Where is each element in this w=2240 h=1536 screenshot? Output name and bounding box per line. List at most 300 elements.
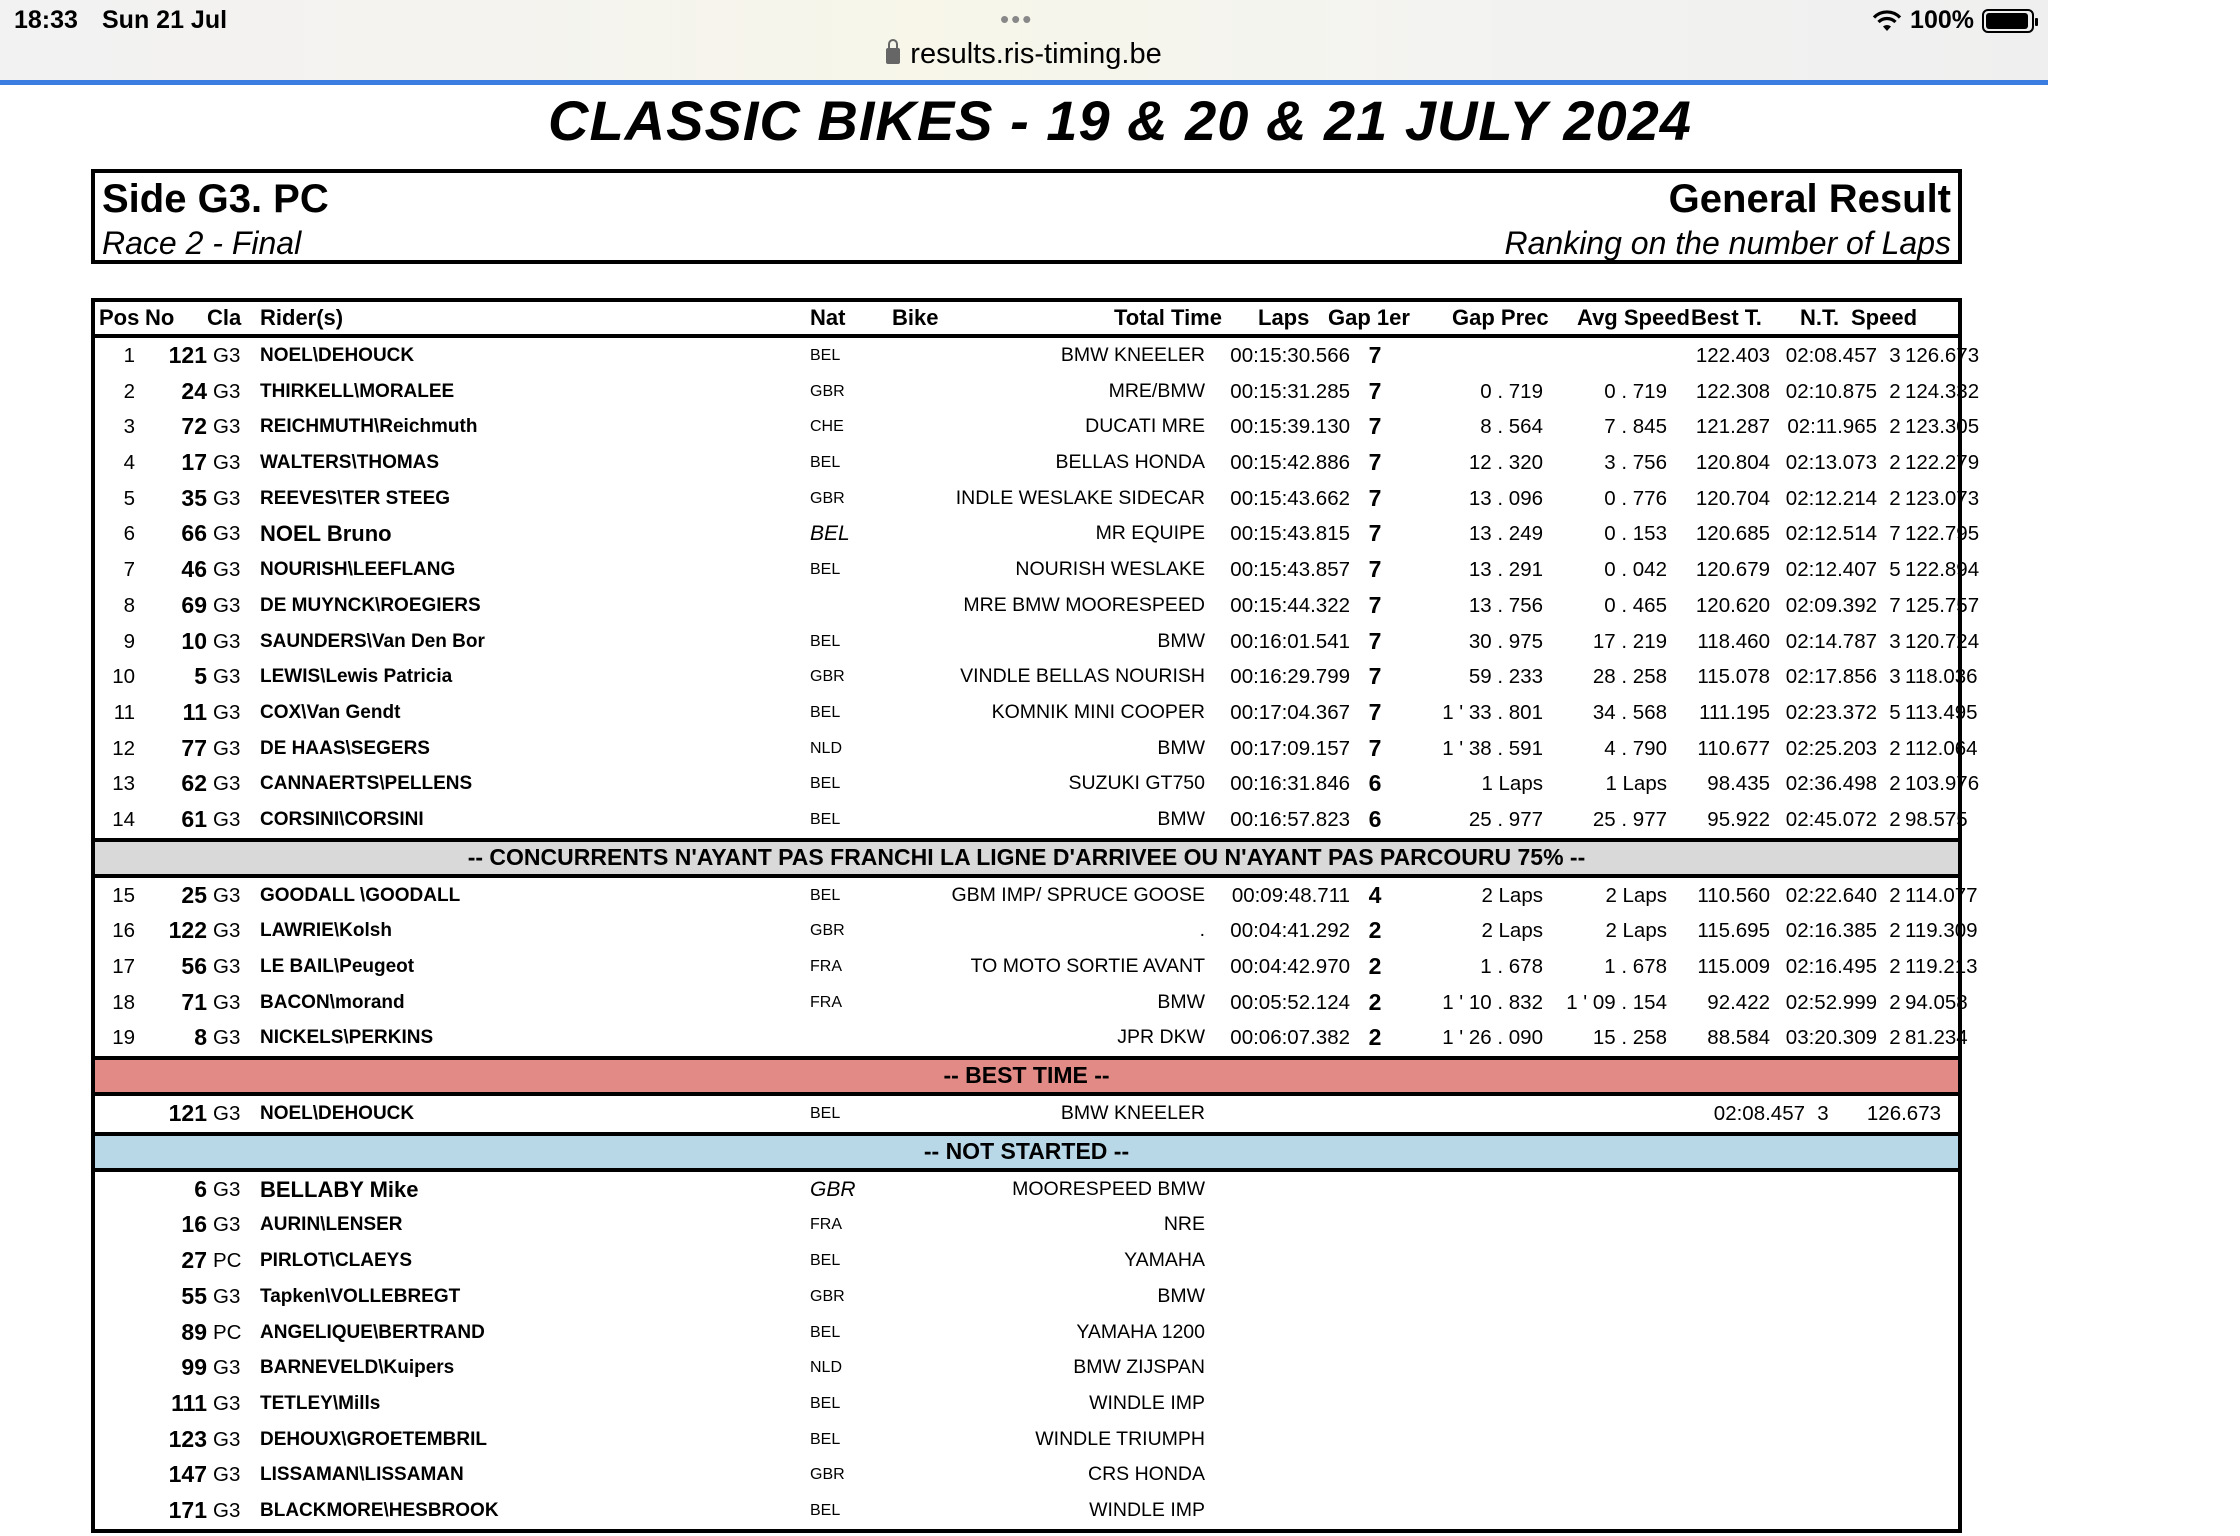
- table-row: [95, 1350, 1958, 1386]
- cell-nt: 3: [1889, 629, 1901, 653]
- cell-best: 02:13.073: [1785, 451, 1877, 475]
- cell-gap1: 1 ' 38 . 591: [1442, 736, 1543, 760]
- cell-gap1: 1 ' 33 . 801: [1442, 700, 1543, 724]
- table-row: [95, 338, 1980, 374]
- cell-best: 02:10.875: [1785, 379, 1877, 403]
- cell-no: 123: [168, 1425, 207, 1452]
- table-row: [95, 695, 1978, 731]
- cell-rider: LAWRIE\Kolsh: [260, 920, 392, 942]
- cell-gapp: 2 Laps: [1605, 919, 1667, 943]
- cell-no: 72: [181, 413, 207, 440]
- cell-pos: 3: [123, 415, 135, 439]
- cell-speed: 122.795: [1905, 522, 1980, 546]
- cell-nat: GBR: [810, 489, 845, 507]
- cell-speed: 123.305: [1905, 415, 1980, 439]
- cell-laps: 7: [1368, 698, 1382, 725]
- cell-bike: BMW KNEELER: [1060, 1102, 1205, 1125]
- cell-no: 25: [181, 881, 207, 908]
- cell-total: 00:15:44.322: [1230, 593, 1350, 617]
- cell-gapp: 0 . 042: [1604, 558, 1667, 582]
- cell-best: 02:45.072: [1785, 807, 1877, 831]
- cell-best: 02:23.372: [1785, 700, 1877, 724]
- cell-gapp: 7 . 845: [1604, 415, 1667, 439]
- cell-speed: 103.976: [1905, 772, 1980, 796]
- cell-laps: 4: [1368, 881, 1382, 908]
- category-title: Side G3. PC: [102, 177, 329, 221]
- dnf-band: -- CONCURRENTS N'AYANT PAS FRANCHI LA LIGNE D'ARRIVEE OU N'AYANT PAS PARCOURU 75% --: [91, 842, 1962, 878]
- cell-nt: 7: [1889, 593, 1901, 617]
- cell-rider: TETLEY\Mills: [260, 1392, 381, 1414]
- cell-cla: G3: [213, 883, 241, 907]
- col-nt: N.T.: [1800, 305, 1840, 330]
- col-bike: Bike: [892, 305, 939, 330]
- cell-total: 00:15:31.285: [1230, 379, 1350, 403]
- cell-avg: 92.422: [1707, 990, 1770, 1014]
- cell-total: 00:15:30.566: [1230, 344, 1350, 367]
- cell-no: 46: [181, 556, 207, 583]
- cell-bike: BMW: [1157, 736, 1205, 759]
- cell-avg: 110.560: [1697, 883, 1770, 907]
- cell-bike: MRE/BMW: [1108, 379, 1205, 402]
- cell-gap1: 0 . 719: [1480, 379, 1543, 403]
- col-no: No: [145, 305, 175, 330]
- cell-laps: 2: [1368, 1024, 1382, 1051]
- cell-total: 00:16:29.799: [1230, 665, 1350, 689]
- cell-no: 10: [181, 627, 207, 654]
- cell-avg: 115.078: [1697, 665, 1770, 689]
- cell-pos: 2: [123, 379, 135, 403]
- cell-best: 02:11.965: [1787, 415, 1877, 439]
- cell-gapp: 1 ' 09 . 154: [1566, 990, 1667, 1014]
- cell-no: 121: [168, 342, 207, 368]
- cell-avg: 88.584: [1707, 1026, 1770, 1050]
- cell-cla: G3: [213, 593, 241, 617]
- col-cla: Cla: [207, 305, 242, 330]
- cell-gapp: 15 . 258: [1592, 1026, 1667, 1050]
- cell-total: 00:05:52.124: [1230, 990, 1350, 1014]
- cell-bike: INDLE WESLAKE SIDECAR: [955, 486, 1205, 509]
- url-bar[interactable]: [0, 38, 2048, 71]
- cell-nat: BEL: [810, 703, 841, 721]
- cell-laps: 2: [1368, 953, 1382, 979]
- cell-cla: G3: [213, 344, 241, 367]
- cell-pos: 15: [112, 883, 135, 907]
- cell-no: 6: [194, 1175, 207, 1202]
- cell-nat: BEL: [810, 454, 841, 472]
- cell-nt: 2: [1889, 772, 1901, 796]
- cell-best: 02:08.457: [1785, 344, 1877, 367]
- cell-gap1: 13 . 756: [1468, 593, 1543, 617]
- cell-avg: 118.460: [1697, 629, 1770, 653]
- cell-no: 66: [181, 520, 207, 547]
- cell-speed: 125.757: [1905, 593, 1980, 617]
- cell-cla: G3: [213, 1102, 241, 1126]
- cell-nat: BEL: [810, 347, 841, 364]
- cell-rider: AURIN\LENSER: [260, 1214, 403, 1236]
- col-total-time: Total Time: [1114, 305, 1222, 330]
- cell-total: 00:16:01.541: [1230, 629, 1350, 653]
- cell-total: 00:15:43.815: [1230, 522, 1350, 546]
- cell-bike: NRE: [1163, 1213, 1205, 1236]
- cell-pos: 14: [112, 807, 135, 831]
- cell-total: 00:17:09.157: [1230, 736, 1350, 760]
- result-header: [91, 169, 1962, 264]
- cell-best: 02:12.514: [1785, 522, 1877, 546]
- cell-nat: BEL: [810, 632, 841, 650]
- cell-cla: G3: [213, 990, 241, 1014]
- cell-pos: 16: [112, 919, 135, 943]
- table-row: [95, 1386, 1958, 1422]
- cell-laps: 7: [1368, 413, 1382, 440]
- table-row: [95, 1207, 1958, 1243]
- col-nat: Nat: [810, 305, 846, 330]
- cell-nt: 2: [1889, 807, 1901, 831]
- cell-rider: NOEL\DEHOUCK: [260, 1103, 415, 1125]
- cell-total: 00:04:42.970: [1230, 955, 1350, 978]
- cell-bike: WINDLE TRIUMPH: [1035, 1427, 1205, 1450]
- cell-avg: 120.685: [1695, 522, 1770, 546]
- cell-no: 62: [181, 770, 207, 797]
- cell-bike: TO MOTO SORTIE AVANT: [970, 955, 1205, 977]
- cell-laps: 6: [1368, 770, 1382, 797]
- cell-nt: 5: [1889, 700, 1901, 724]
- best-time-body: [91, 1096, 1962, 1136]
- cell-speed: 123.073: [1905, 486, 1980, 510]
- cell-gap1: 13 . 096: [1468, 486, 1543, 510]
- cell-speed: 98.575: [1905, 807, 1968, 831]
- cell-best: 02:16.495: [1785, 955, 1877, 978]
- results-body: [91, 338, 1980, 842]
- cell-gap1: 2 Laps: [1481, 883, 1543, 907]
- cell-gapp: 0 . 465: [1604, 593, 1667, 617]
- cell-cla: G3: [213, 415, 241, 439]
- cell-pos: 12: [112, 736, 135, 760]
- cell-speed: 114.077: [1905, 883, 1978, 907]
- table-row: [95, 552, 1980, 588]
- cell-cla: G3: [213, 379, 241, 403]
- not-started-body: [91, 1172, 1962, 1533]
- cell-rider: REICHMUTH\Reichmuth: [260, 416, 478, 438]
- cell-rider: LISSAMAN\LISSAMAN: [260, 1464, 464, 1486]
- cell-pos: 5: [123, 486, 135, 510]
- cell-gapp: 2 Laps: [1605, 883, 1667, 907]
- cell-nat: BEL: [810, 1252, 841, 1270]
- cell-nt: 2: [1889, 919, 1901, 943]
- cell-pos: 18: [112, 990, 135, 1014]
- cell-no: 11: [182, 698, 207, 725]
- cell-gap1: 30 . 975: [1468, 629, 1543, 653]
- cell-nat: GBR: [810, 382, 845, 400]
- cell-gapp: 28 . 258: [1592, 665, 1667, 689]
- table-row: [95, 588, 1980, 624]
- cell-gap1: 13 . 291: [1468, 558, 1543, 582]
- cell-cla: G3: [213, 629, 241, 653]
- cell-gapp: 25 . 977: [1592, 807, 1667, 831]
- cell-avg: 95.922: [1707, 807, 1770, 831]
- cell-rider: CANNAERTS\PELLENS: [260, 773, 473, 795]
- cell-avg: 110.677: [1697, 736, 1770, 760]
- best-time-band: -- BEST TIME --: [91, 1060, 1962, 1096]
- cell-speed: 94.058: [1905, 990, 1968, 1014]
- cell-nt: 2: [1889, 486, 1901, 510]
- cell-laps: 7: [1368, 449, 1382, 476]
- cell-pos: 7: [123, 558, 135, 582]
- cell-laps: 6: [1368, 805, 1382, 832]
- page-title: CLASSIC BIKES - 19 & 20 & 21 JULY 2024: [548, 89, 1692, 152]
- cell-nat: BEL: [810, 561, 841, 579]
- cell-speed: 126.673: [1866, 1102, 1941, 1126]
- cell-speed: 120.724: [1905, 629, 1980, 653]
- cell-nat: BEL: [810, 1323, 841, 1341]
- cell-avg: 122.403: [1695, 344, 1770, 367]
- table-row: [95, 1422, 1958, 1458]
- table-row: [95, 1279, 1958, 1315]
- cell-total: 00:16:31.846: [1230, 772, 1350, 796]
- cell-laps: 2: [1368, 917, 1382, 944]
- cell-best: 02:16.385: [1785, 919, 1877, 943]
- cell-rider: BARNEVELD\Kuipers: [260, 1357, 455, 1379]
- cell-bike: VINDLE BELLAS NOURISH: [960, 665, 1205, 688]
- multitasking-dots-icon[interactable]: •••: [1000, 4, 1034, 34]
- cell-gap1: 25 . 977: [1468, 807, 1543, 831]
- cell-bike: BMW: [1157, 1284, 1205, 1307]
- cell-pos: 8: [123, 593, 135, 617]
- cell-laps: 7: [1368, 663, 1382, 690]
- cell-nt: 2: [1889, 990, 1901, 1014]
- cell-nat: CHE: [810, 418, 844, 436]
- cell-rider: WALTERS\THOMAS: [260, 452, 440, 474]
- cell-total: 00:15:43.857: [1230, 558, 1350, 582]
- col-pos: Pos: [99, 305, 140, 330]
- status-right: [1872, 6, 2034, 35]
- cell-rider: NOEL Bruno: [260, 521, 392, 547]
- cell-bike: GBM IMP/ SPRUCE GOOSE: [951, 883, 1205, 906]
- wifi-icon: [1872, 10, 1902, 32]
- status-bar: [0, 0, 2048, 82]
- cell-nt: 2: [1889, 379, 1901, 403]
- cell-avg: 120.804: [1695, 451, 1770, 475]
- cell-laps: 7: [1368, 377, 1382, 404]
- table-row: [95, 374, 1980, 410]
- cell-rider: BACON\morand: [260, 991, 405, 1013]
- cell-laps: 7: [1368, 734, 1382, 761]
- cell-cla: PC: [213, 1249, 242, 1273]
- cell-rider: DEHOUX\GROETEMBRIL: [260, 1428, 487, 1450]
- cell-no: 55: [181, 1282, 207, 1309]
- cell-nat: GBR: [810, 668, 845, 686]
- cell-rider: BELLABY Mike: [260, 1176, 419, 1202]
- table-row: [95, 731, 1978, 767]
- col-best-time: Best T.: [1691, 305, 1762, 330]
- cell-best: 03:20.309: [1785, 1026, 1877, 1050]
- cell-speed: 122.279: [1905, 451, 1980, 475]
- cell-no: 17: [181, 449, 207, 476]
- cell-gap1: 1 ' 10 . 832: [1442, 990, 1543, 1014]
- cell-nat: FRA: [810, 993, 842, 1011]
- cell-bike: DUCATI MRE: [1085, 415, 1205, 438]
- cell-nt: 2: [1889, 415, 1901, 439]
- cell-nat: GBR: [810, 1177, 856, 1201]
- cell-best: 02:25.203: [1785, 736, 1877, 760]
- cell-cla: G3: [213, 451, 241, 475]
- cell-best: 02:36.498: [1785, 772, 1877, 796]
- cell-rider: GOODALL \GOODALL: [260, 884, 461, 906]
- cell-nat: NLD: [810, 739, 843, 757]
- cell-bike: BMW: [1157, 629, 1205, 652]
- cell-rider: BLACKMORE\HESBROOK: [260, 1499, 499, 1521]
- url-text[interactable]: results.ris-timing.be: [910, 38, 1162, 70]
- cell-no: 35: [181, 484, 207, 511]
- cell-rider: NOURISH\LEEFLANG: [260, 559, 456, 581]
- cell-nat: BEL: [810, 775, 841, 793]
- cell-nat: FRA: [810, 1216, 842, 1234]
- cell-total: 00:04:41.292: [1230, 919, 1350, 943]
- cell-best: 02:08.457: [1713, 1102, 1805, 1126]
- cell-no: 111: [171, 1389, 207, 1416]
- col-speed: Speed: [1851, 305, 1918, 330]
- cell-rider: ANGELIQUE\BERTRAND: [260, 1321, 485, 1343]
- cell-nt: 2: [1889, 955, 1901, 978]
- battery-icon: [1982, 9, 2034, 33]
- cell-bike: JPR DKW: [1117, 1026, 1205, 1049]
- dnf-body: [91, 878, 1978, 1060]
- cell-gapp: 1 Laps: [1605, 772, 1667, 796]
- cell-cla: PC: [213, 1320, 242, 1344]
- cell-nt: 2: [1889, 1026, 1901, 1050]
- cell-total: 00:16:57.823: [1230, 807, 1350, 831]
- cell-no: 16: [181, 1211, 207, 1238]
- cell-no: 121: [168, 1100, 207, 1127]
- cell-bike: BELLAS HONDA: [1055, 451, 1205, 474]
- cell-rider: REEVES\TER STEEG: [260, 487, 451, 509]
- table-row: [95, 1315, 1958, 1351]
- cell-no: 99: [181, 1354, 207, 1381]
- table-row: [95, 802, 1968, 838]
- cell-laps: 7: [1368, 591, 1382, 618]
- cell-gapp: 34 . 568: [1592, 700, 1667, 724]
- cell-nt: 2: [1889, 883, 1901, 907]
- col-avg-speed: Avg Speed: [1577, 305, 1690, 330]
- cell-bike: BMW: [1157, 990, 1205, 1013]
- cell-best: 02:12.407: [1785, 558, 1877, 582]
- cell-rider: LEWIS\Lewis Patricia: [260, 666, 453, 688]
- cell-bike: BMW ZIJSPAN: [1073, 1356, 1205, 1379]
- best-time-row: [95, 1096, 1958, 1132]
- cell-best: 02:52.999: [1785, 990, 1877, 1014]
- cell-cla: G3: [213, 1213, 241, 1237]
- cell-bike: MOORESPEED BMW: [1012, 1177, 1205, 1200]
- cell-gapp: 4 . 790: [1604, 736, 1667, 760]
- race-subtitle: Race 2 - Final: [102, 225, 302, 261]
- cell-speed: 126.673: [1905, 344, 1980, 367]
- cell-nat: BEL: [810, 1430, 841, 1448]
- cell-nat: BEL: [810, 522, 850, 546]
- table-row: [95, 913, 1978, 949]
- cell-total: 00:09:48.711: [1231, 883, 1350, 907]
- cell-nt: 2: [1889, 451, 1901, 475]
- table-row: [95, 1493, 1958, 1529]
- battery-percent: 100%: [1910, 6, 1974, 34]
- cell-bike: MRE BMW MOORESPEED: [963, 593, 1205, 616]
- cell-nt: 7: [1889, 522, 1901, 546]
- cell-rider: DE MUYNCK\ROEGIERS: [260, 594, 481, 616]
- cell-pos: 10: [112, 665, 135, 689]
- cell-gapp: 3 . 756: [1604, 451, 1667, 475]
- cell-gapp: 0 . 776: [1604, 486, 1667, 510]
- cell-best: 02:14.787: [1785, 629, 1877, 653]
- cell-avg: 122.308: [1695, 379, 1770, 403]
- cell-gap1: 1 . 678: [1480, 955, 1543, 978]
- cell-nt: 2: [1889, 736, 1901, 760]
- cell-cla: G3: [213, 1463, 241, 1487]
- cell-gap1: 2 Laps: [1481, 919, 1543, 943]
- cell-laps: 7: [1368, 484, 1382, 511]
- cell-nt: 3: [1889, 344, 1901, 367]
- table-row: [95, 985, 1968, 1021]
- cell-nat: GBR: [810, 1466, 845, 1484]
- cell-gap1: 8 . 564: [1480, 415, 1543, 439]
- cell-avg: 98.435: [1707, 772, 1770, 796]
- cell-no: 77: [181, 734, 207, 761]
- cell-bike: CRS HONDA: [1087, 1463, 1205, 1486]
- cell-best: 02:22.640: [1785, 883, 1877, 907]
- cell-rider: CORSINI\CORSINI: [260, 808, 424, 830]
- status-date: Sun 21 Jul: [102, 6, 228, 34]
- cell-avg: 121.287: [1695, 415, 1770, 439]
- cell-rider: DE HAAS\SEGERS: [260, 737, 430, 759]
- cell-cla: G3: [213, 486, 241, 510]
- cell-cla: G3: [213, 522, 241, 546]
- cell-nat: BEL: [810, 886, 841, 904]
- table-row: [95, 659, 1978, 695]
- table-row: [95, 949, 1978, 985]
- cell-avg: 120.704: [1695, 486, 1770, 510]
- cell-gapp: 17 . 219: [1592, 629, 1667, 653]
- cell-laps: 7: [1368, 520, 1382, 547]
- cell-bike: SUZUKI GT750: [1068, 772, 1205, 795]
- col-gap-prev: Gap Prec: [1452, 305, 1549, 330]
- cell-total: 00:15:42.886: [1230, 451, 1350, 475]
- cell-gap1: 1 Laps: [1481, 772, 1543, 796]
- cell-speed: 119.213: [1905, 955, 1978, 978]
- cell-speed: 112.064: [1905, 736, 1978, 760]
- cell-speed: 81.234: [1905, 1026, 1968, 1050]
- cell-cla: G3: [213, 1498, 241, 1522]
- column-header-row: [91, 298, 1962, 338]
- status-time: 18:33: [14, 6, 78, 34]
- cell-cla: G3: [213, 736, 241, 760]
- cell-no: 147: [168, 1461, 207, 1488]
- cell-best: 02:12.214: [1785, 486, 1877, 510]
- cell-cla: G3: [213, 1356, 241, 1380]
- cell-gap1: 1 ' 26 . 090: [1442, 1026, 1543, 1050]
- cell-no: 27: [181, 1247, 207, 1274]
- table-row: [95, 766, 1980, 802]
- cell-speed: 113.495: [1905, 700, 1978, 724]
- cell-no: 8: [194, 1024, 207, 1051]
- table-row: [95, 878, 1978, 914]
- cell-cla: G3: [213, 955, 241, 978]
- cell-cla: G3: [213, 1026, 241, 1050]
- col-gap-first: Gap 1er: [1328, 305, 1410, 330]
- cell-cla: G3: [213, 772, 241, 796]
- cell-pos: 1: [123, 344, 135, 367]
- cell-bike: WINDLE IMP: [1089, 1391, 1205, 1414]
- cell-total: 00:15:43.662: [1230, 486, 1350, 510]
- cell-speed: 118.036: [1905, 665, 1978, 689]
- cell-avg: 111.195: [1698, 700, 1770, 724]
- cell-pos: 4: [123, 451, 135, 475]
